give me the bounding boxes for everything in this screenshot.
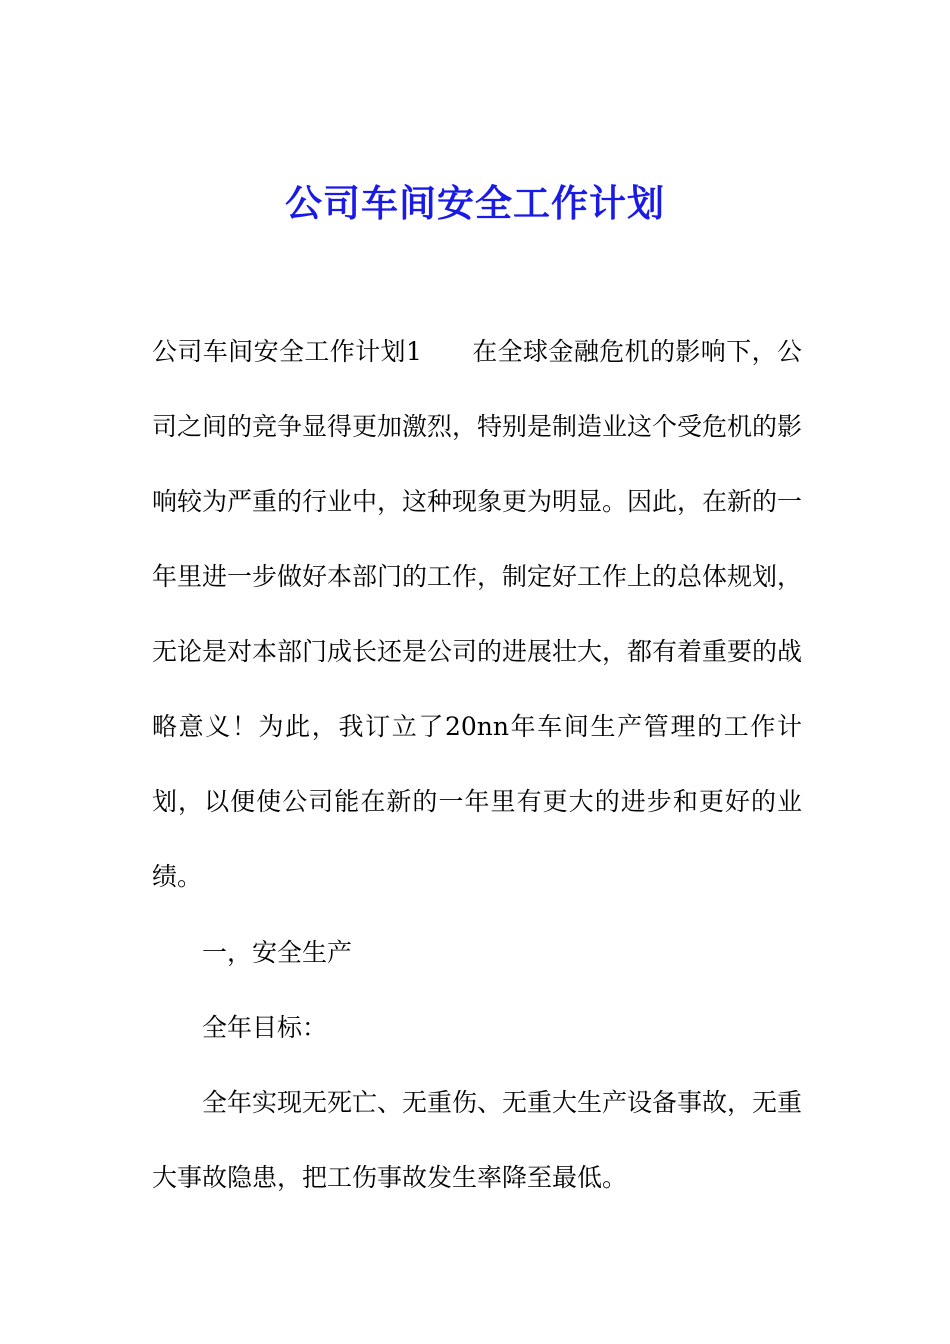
document-title: 公司车间安全工作计划: [285, 182, 665, 225]
goal-label: 全年目标：: [202, 1013, 328, 1042]
section-heading: 一，安全生产: [202, 938, 353, 967]
intro-paragraph: [152, 314, 802, 914]
intro-text: 在全球金融危机的影响下，公司之间的竞争显得更加激烈，特别是制造业这个受危机的影响较为严重的行业中，这种现象更为明显。因此，在新的一年里进一步做好本部门的工作，制定好工作上的总体规划，无论是对本部门成长还是公司的进展壮大，都有着重要的战略意义！为此，我订立了20nn年车间生产管理的工作计划，以便使公司能在新的一年里有更大的进步和更好的业绩。: [152, 337, 803, 891]
intro-label: 公司车间安全工作计划1: [152, 337, 422, 366]
goal-paragraph: 全年实现无死亡、无重伤、无重大生产设备事故，无重大事故隐患，把工伤事故发生率降至最低。: [152, 1088, 803, 1192]
